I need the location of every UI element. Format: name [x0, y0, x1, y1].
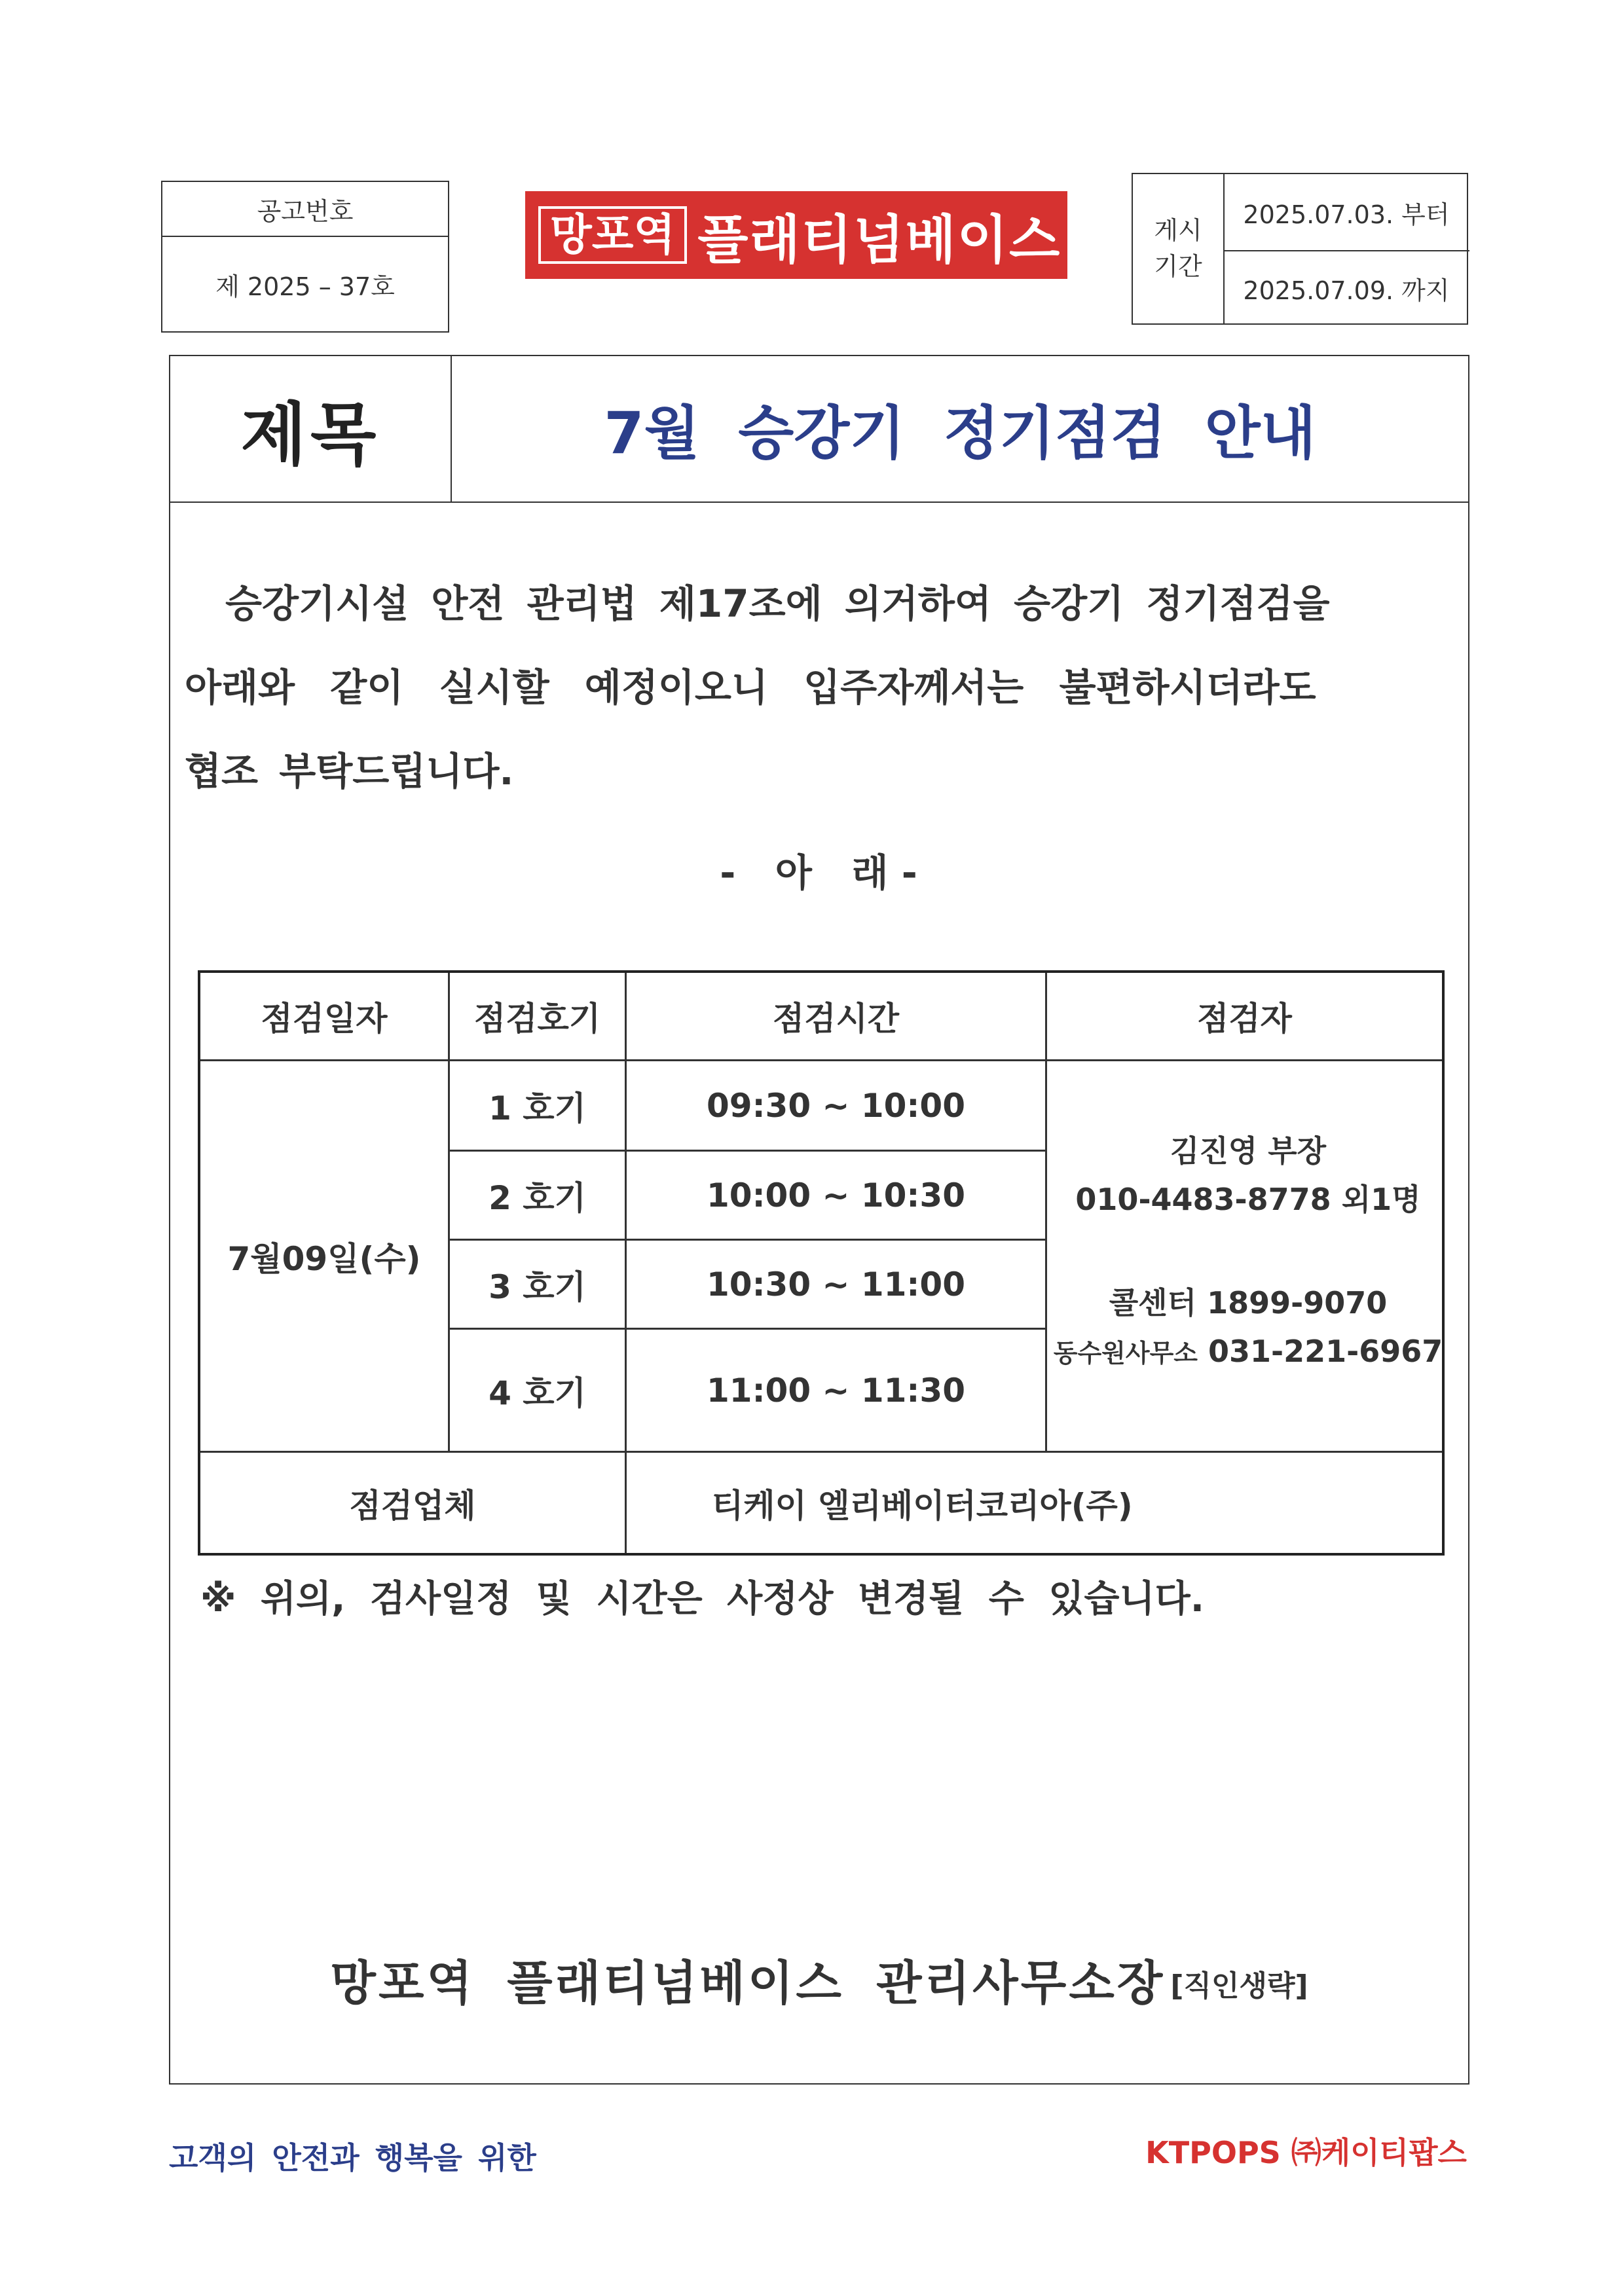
- inspection-schedule-table: [198, 970, 1445, 1556]
- unit-cell: 3 호기: [489, 1267, 586, 1306]
- notice-number-value: 제 2025 – 37호: [215, 272, 395, 301]
- signature-seal-omitted: [직인생략]: [1170, 1969, 1308, 2003]
- logo-brand-name: 플래티넘베이스: [697, 209, 1061, 270]
- company-value: 티케이 엘리베이터코리아(주): [712, 1486, 1133, 1525]
- unit-cell: 2 호기: [489, 1178, 586, 1217]
- subject-row: [170, 356, 1468, 503]
- footer-company: KTPOPS ㈜케이티팝스: [1145, 2135, 1467, 2170]
- below-marker: - 아 래 -: [720, 850, 917, 895]
- building-logo: [525, 191, 1067, 279]
- logo-station-name: 망포역: [538, 206, 687, 264]
- branch-office-contact: [1054, 1327, 1443, 1377]
- notice-number-box: [161, 181, 449, 333]
- notice-body-line-3: 협조 부탁드립니다.: [185, 749, 514, 793]
- time-cell: 10:00 ~ 10:30: [706, 1176, 966, 1214]
- inspector-phone: 010-4483-8778 외1명: [1075, 1181, 1421, 1217]
- company-label: 점검업체: [349, 1486, 476, 1525]
- time-cell: 11:00 ~ 11:30: [706, 1371, 966, 1410]
- subject-label: 제목: [170, 356, 452, 501]
- unit-cell: 1 호기: [489, 1089, 586, 1127]
- posting-period-to: 2025.07.09. 까지: [1243, 276, 1450, 305]
- time-cell: 10:30 ~ 11:00: [706, 1265, 966, 1303]
- notice-number-label: 공고번호: [162, 182, 448, 237]
- posting-period-label: 게시 기간: [1133, 174, 1225, 323]
- call-center-number: 콜센터 1899-9070: [1109, 1285, 1388, 1321]
- schedule-change-note: ※ 위의, 검사일정 및 시간은 사정상 변경될 수 있습니다.: [200, 1578, 1204, 1620]
- signature-office: 망포역 플래티넘베이스 관리사무소장: [330, 1956, 1166, 2011]
- subject-title: 7월 승강기 정기점검 안내: [604, 399, 1316, 467]
- notice-body-line-1: 승강기시설 안전 관리법 제17조에 의거하여 승강기 정기점검을: [225, 581, 1330, 626]
- time-cell: 09:30 ~ 10:00: [706, 1086, 966, 1125]
- signature-line: [169, 1943, 1469, 2015]
- footer-slogan: 고객의 안전과 행복을 위한: [169, 2140, 536, 2176]
- unit-cell: 4 호기: [489, 1374, 586, 1412]
- header-time: 점검시간: [772, 1000, 900, 1038]
- header-date: 점검일자: [261, 1000, 388, 1038]
- inspector-name: 김진영 부장: [1170, 1133, 1327, 1169]
- inspection-date: 7월09일(수): [227, 1239, 421, 1278]
- header-inspector: 점검자: [1197, 1000, 1292, 1038]
- header-unit: 점검호기: [473, 1000, 601, 1038]
- branch-office-label: 동수원사무소: [1053, 1338, 1198, 1368]
- notice-body-line-2: 아래와 같이 실시할 예정이오니 입주자께서는 불편하시더라도: [185, 665, 1316, 710]
- notice-body: [185, 562, 1460, 813]
- branch-office-phone: 031-221-6967: [1208, 1333, 1443, 1369]
- posting-period-from: 2025.07.03. 부터: [1223, 174, 1469, 251]
- posting-period-box: [1132, 173, 1468, 325]
- inspector-info: [1052, 1062, 1445, 1442]
